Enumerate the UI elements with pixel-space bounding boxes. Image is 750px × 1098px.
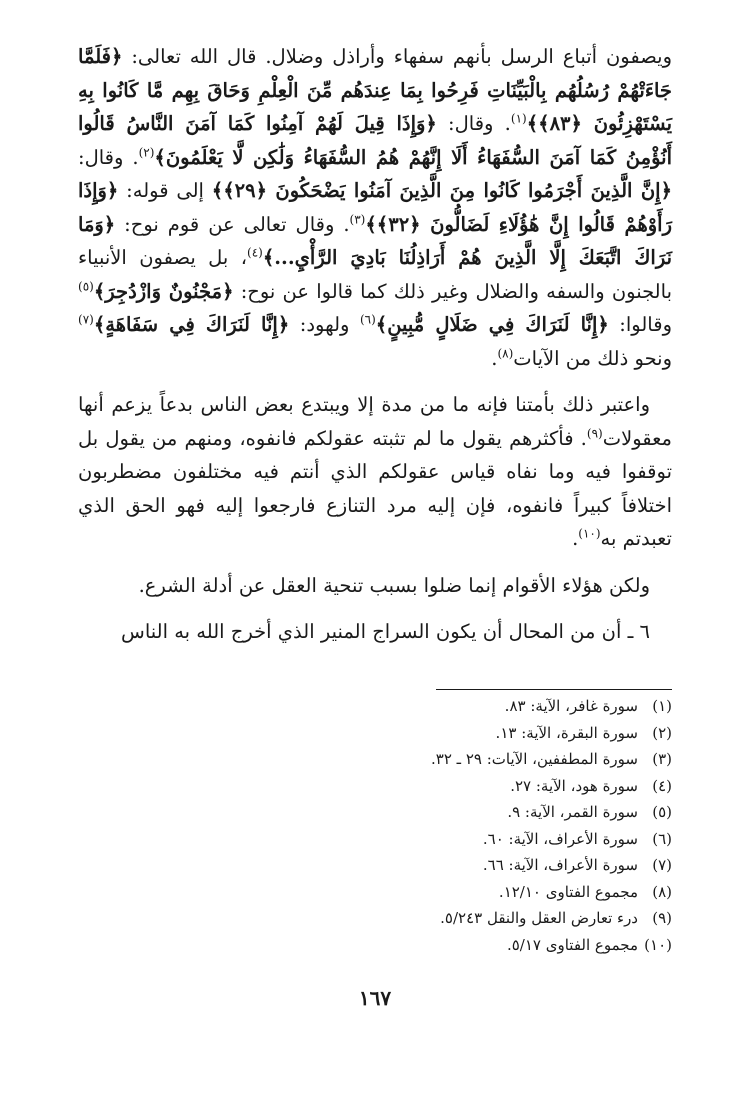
footnote-text: سورة غافر، الآية: ٨٣. xyxy=(504,697,638,715)
body-text-segment: . وقال: xyxy=(78,145,139,169)
footnote-ref: (٨) xyxy=(497,346,514,360)
footnote-number: (١) xyxy=(652,697,672,715)
quran-verse: ﴿وَإِذَا رَأَوْهُمْ قَالُوا إِنَّ هَٰؤُلَاءِ لَضَالُّونَ ﴿٣٢﴾﴾ xyxy=(78,179,672,236)
paragraph xyxy=(78,40,672,375)
footnote-text: سورة البقرة، الآية: ١٣. xyxy=(495,723,638,742)
footnotes-list xyxy=(78,693,672,958)
quran-verse: ﴿إِنَّا لَنَرَاكَ فِي سَفَاهَةٍ﴾ xyxy=(93,313,290,336)
quran-verse: ﴿وَمَا نَرَاكَ اتَّبَعَكَ إِلَّا الَّذِينَ هُمْ أَرَاذِلُنَا بَادِيَ الرَّأْيِ...﴾ xyxy=(78,212,673,269)
footnote-number: (٤) xyxy=(652,776,672,795)
footnote-ref: (١٠) xyxy=(578,526,601,541)
paragraph xyxy=(78,615,672,649)
footnote-item xyxy=(78,852,672,879)
footnote-ref: (١) xyxy=(510,111,527,126)
footnote-separator xyxy=(436,689,672,690)
footnote-text: مجموع الفتاوى ٥/١٧. xyxy=(506,935,638,954)
footnote-item xyxy=(78,932,672,959)
body-text-segment: . وقال: xyxy=(436,112,511,135)
footnote-number: (٥) xyxy=(652,803,672,821)
footnote-ref: (٢) xyxy=(138,145,155,159)
quran-verse: ﴿إِنَّا لَنَرَاكَ فِي ضَلَالٍ مُّبِينٍ﴾ xyxy=(375,313,609,336)
footnote-item xyxy=(78,746,672,773)
footnote-item xyxy=(78,879,672,906)
body-text-segment: . xyxy=(491,346,498,370)
quran-verse: ﴿إِنَّ الَّذِينَ أَجْرَمُوا كَانُوا مِنَ الَّذِينَ آمَنُوا يَضْحَكُونَ ﴿٢٩﴾﴾ xyxy=(211,179,672,202)
footnote-ref: (٧) xyxy=(78,312,94,327)
footnote-text: سورة المطففين، الآيات: ٢٩ ـ ٣٢. xyxy=(430,750,638,768)
body-text-segment: . فأكثرهم يقول ما لم تثبته عقولكم فانفوه، ومنهم من يقول بل توقفوا فيه وما نفاه قياس عقولكم الذي أنتم فيه مختلفون مضطربون اختلافاً كبيراً فانفوه، فإن إليه مرد التنازع فارجعوا إليه فهو الحق الذي تعبدتم به xyxy=(78,426,672,550)
body-text-segment: وقالوا: xyxy=(608,313,672,336)
footnote-text: درء تعارض العقل والنقل ٥/٢٤٣. xyxy=(440,909,638,927)
quran-verse: ﴿فَلَمَّا جَاءَتْهُمْ رُسُلُهُم بِالْبَيِّنَاتِ فَرِحُوا بِمَا عِندَهُم مِّنَ الْعِلْمِ وَحَاقَ بِهِم مَّا كَانُوا بِهِ يَسْتَهْزِئُونَ ﴿٨٣﴾﴾ xyxy=(78,45,673,135)
footnote-text: مجموع الفتاوى ١٢/١٠. xyxy=(498,882,638,901)
body-text-segment: . وقال تعالى عن قوم نوح: xyxy=(115,212,350,236)
footnote-ref: (٦) xyxy=(359,312,376,327)
footnote-ref: (٩) xyxy=(586,426,603,440)
paragraph xyxy=(78,569,672,603)
main-text xyxy=(78,40,672,649)
body-text-segment: واعتبر ذلك بأمتنا فإنه ما من مدة إلا ويبتدع بعض الناس بدعاً يزعم أنها معقولات xyxy=(78,393,672,450)
footnote-number: (٨) xyxy=(652,882,672,901)
quran-verse: ﴿مَجْنُونٌ وَازْدُجِرَ﴾ xyxy=(93,279,234,303)
page-number: ١٦٧ xyxy=(358,986,392,1010)
footnote-number: (١٠) xyxy=(644,935,672,954)
body-text-segment: . xyxy=(572,527,579,550)
footnote-text: سورة القمر، الآية: ٩. xyxy=(507,803,638,821)
body-text-segment: ولهود: xyxy=(289,313,360,336)
footnote-number: (٣) xyxy=(652,750,672,768)
body-text-segment: ونحو ذلك من الآيات xyxy=(513,346,672,370)
footnote-number: (٧) xyxy=(652,856,672,874)
body-text-segment: ، بل يصفون الأنبياء بالجنون والسفه والضلال وغير ذلك كما قالوا عن نوح: xyxy=(78,246,672,303)
footnote-item xyxy=(78,799,672,826)
footnote-item xyxy=(78,826,672,853)
footnote-text: سورة هود، الآية: ٢٧. xyxy=(510,776,638,795)
body-text-segment: ٦ ـ أن من المحال أن يكون السراج المنير الذي أخرج الله به الناس xyxy=(121,620,650,643)
footnote-ref: (٥) xyxy=(78,279,94,293)
footnote-item xyxy=(78,905,672,932)
paragraph xyxy=(78,388,672,556)
footnote-item xyxy=(78,693,672,720)
body-text-segment: ولكن هؤلاء الأقوام إنما ضلوا بسبب تنحية العقل عن أدلة الشرع. xyxy=(138,573,650,597)
footnote-item xyxy=(78,720,672,747)
body-text-segment: ويصفون أتباع الرسل بأنهم سفهاء وأراذل وضلال. قال الله تعالى: xyxy=(122,45,672,68)
body-text-segment: إلى قوله: xyxy=(118,179,212,202)
footnote-ref: (٣) xyxy=(349,212,366,226)
footnote-number: (٢) xyxy=(652,723,672,742)
footnote-number: (٦) xyxy=(652,829,672,848)
quran-verse: ﴿وَإِذَا قِيلَ لَهُمْ آمِنُوا كَمَا آمَنَ النَّاسُ قَالُوا أَنُؤْمِنُ كَمَا آمَنَ السُّفَهَاءُ أَلَا إِنَّهُمْ هُمُ السُّفَهَاءُ وَلَٰكِن لَّا يَعْلَمُونَ﴾ xyxy=(78,112,672,169)
footnote-item xyxy=(78,773,672,800)
footnote-ref: (٤) xyxy=(247,245,263,260)
footnote-text: سورة الأعراف، الآية: ٦٦. xyxy=(482,856,638,874)
footnote-number: (٩) xyxy=(652,909,672,927)
footnote-text: سورة الأعراف، الآية: ٦٠. xyxy=(482,829,638,848)
